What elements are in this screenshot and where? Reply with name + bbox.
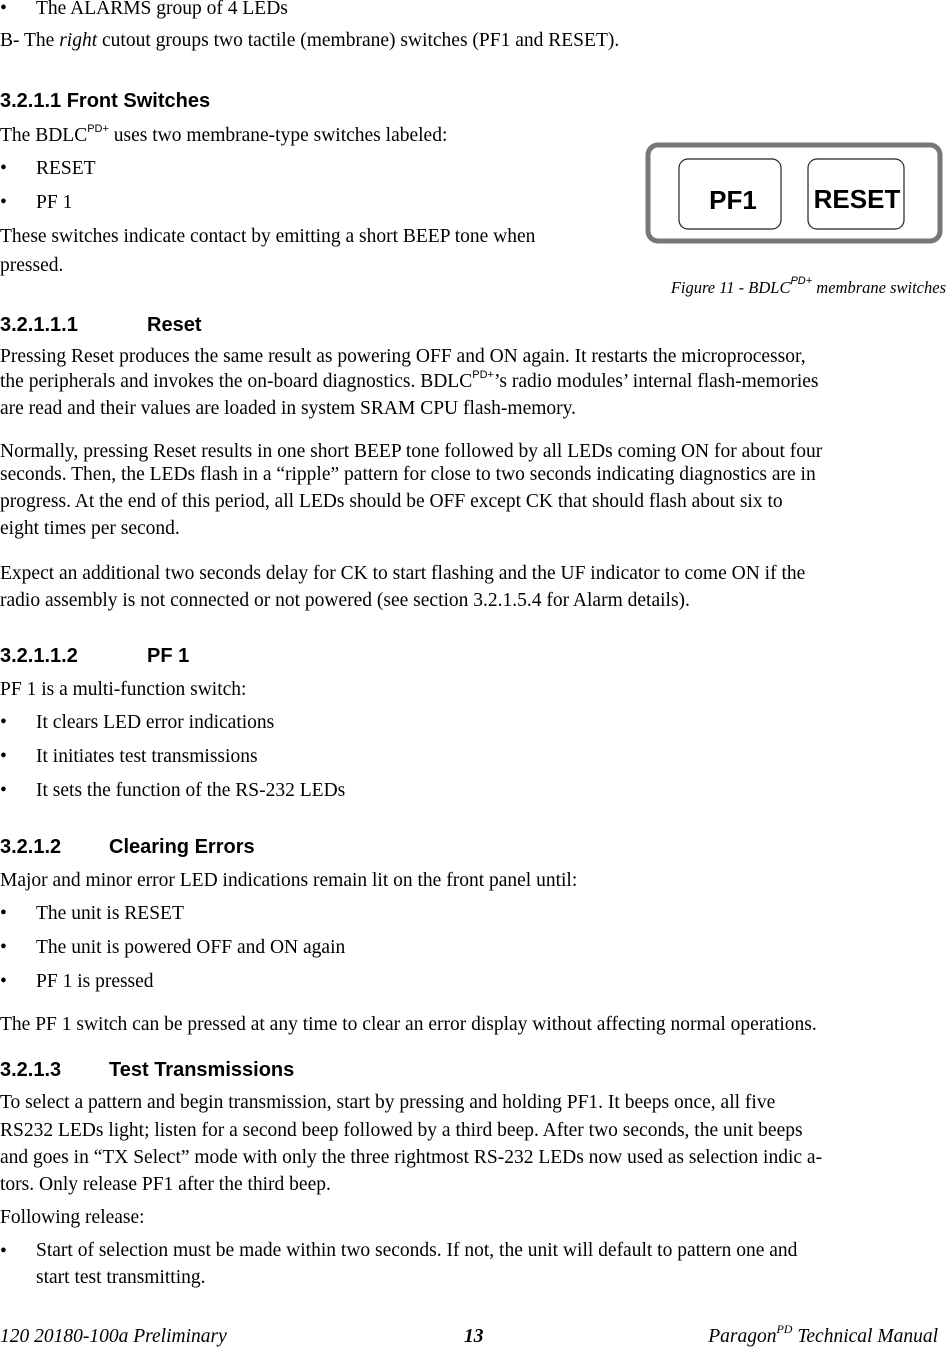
para-line: radio assembly is not connected or not powered (see section 3.2.1.5.4 for Alarm details). [0,590,690,611]
manual-a: Paragon [708,1326,777,1347]
section-title-test-transmissions: Test Transmissions [109,1059,295,1081]
bullet-glyph: • [0,1241,7,1262]
para-line [0,370,819,393]
subsection-title-reset: Reset [147,314,202,336]
section-heading-front-switches: 3.2.1.1 Front Switches [0,90,211,112]
subsection-number: 3.2.1.1.2 [0,645,78,667]
bullet-text: The unit is RESET [36,903,184,924]
bullet-glyph: • [0,780,7,801]
para-line: and goes in “TX Select” mode with only the three rightmost RS-232 LEDs now used as selection indic a- [0,1147,823,1168]
para-line: Pressing Reset produces the same result as powering OFF and ON again. It restarts the microprocessor, [0,346,806,367]
text-sup: PD+ [472,369,494,381]
intro-sup: PD+ [87,123,109,135]
footer-manual-title [708,1322,938,1348]
bullet-glyph: • [0,712,7,733]
bullet-text: The unit is powered OFF and ON again [36,937,346,958]
bullet-text: It initiates test transmissions [36,746,258,767]
section-number: 3.2.1.2 [0,836,62,858]
text-span: the peripherals and invokes the on-board diagnostics. BDLC [0,371,473,392]
para-line: The PF 1 switch can be pressed at any time to clear an error display without affecting normal operations. [0,1014,817,1035]
para-line: pressed. [0,255,64,276]
bullet-glyph: • [0,0,7,19]
para-line: are read and their values are loaded in system SRAM CPU flash-memory. [0,398,577,419]
bullet-text: PF 1 [36,192,73,213]
para-line: progress. At the end of this period, all LEDs should be OFF except CK that should flash about six to [0,491,783,512]
para-line: PF 1 is a multi-function switch: [0,679,247,700]
bullet-glyph: • [0,903,7,924]
para-line: eight times per second. [0,518,180,539]
para-line: Normally, pressing Reset results in one short BEEP tone followed by all LEDs coming ON for about four [0,441,823,462]
bullet-glyph: • [0,971,7,992]
bullet-text: RESET [36,158,96,179]
subsection-title-pf1: PF 1 [147,645,190,667]
para-line: seconds. Then, the LEDs flash in a “ripple” pattern for close to two seconds indicating diagnostics are in [0,464,816,485]
bullet-text: The ALARMS group of 4 LEDs [36,0,288,19]
b-prefix: B- The [0,30,60,51]
membrane-switches-figure [645,142,943,244]
caption-sup: PD+ [790,275,813,287]
intro-line [0,124,447,147]
figure-caption [670,275,946,298]
para-line: Expect an additional two seconds delay for CK to start flashing and the UF indicator to come ON if the [0,563,806,584]
intro-a: The BDLC [0,125,88,146]
bullet-text: PF 1 is pressed [36,971,154,992]
para-line: tors. Only release PF1 after the third beep. [0,1174,331,1195]
caption-a: Figure 11 - BDLC [670,278,791,297]
caption-b: membrane switches [812,278,946,297]
section-title-clearing-errors: Clearing Errors [109,836,255,858]
section-number: 3.2.1.3 [0,1059,62,1081]
b-italic: right [59,30,98,51]
b-suffix: cutout groups two tactile (membrane) switches (PF1 and RESET). [97,30,620,51]
subsection-number: 3.2.1.1.1 [0,314,78,336]
b-paragraph [0,29,619,52]
para-line: To select a pattern and begin transmission, start by pressing and holding PF1. It beeps once, all five [0,1092,776,1113]
bullet-glyph: • [0,746,7,767]
bullet-glyph: • [0,158,7,179]
bullet-text: start test transmitting. [36,1267,206,1288]
bullet-text: It sets the function of the RS-232 LEDs [36,780,346,801]
footer-doc-number: 120 20180-100a Preliminary [0,1326,227,1347]
membrane-panel-graphic [645,142,943,244]
para-line: RS232 LEDs light; listen for a second beep followed by a third beep. After two seconds, the unit beeps [0,1120,803,1141]
bullet-glyph: • [0,937,7,958]
manual-b: Technical Manual [792,1326,938,1347]
para-line: Major and minor error LED indications remain lit on the front panel until: [0,870,578,891]
bullet-glyph: • [0,192,7,213]
footer-page-number: 13 [464,1326,484,1347]
pf1-key-label: PF1 [709,185,757,215]
intro-b: uses two membrane-type switches labeled: [108,125,448,146]
manual-sup: PD [776,1322,793,1336]
text-span: ’s radio modules’ internal flash-memories [493,371,819,392]
bullet-text: Start of selection must be made within two seconds. If not, the unit will default to pattern one and [36,1240,798,1261]
para-line: These switches indicate contact by emitting a short BEEP tone when [0,226,536,247]
para-line: Following release: [0,1207,145,1228]
reset-key-label: RESET [813,184,901,214]
bullet-text: It clears LED error indications [36,712,275,733]
